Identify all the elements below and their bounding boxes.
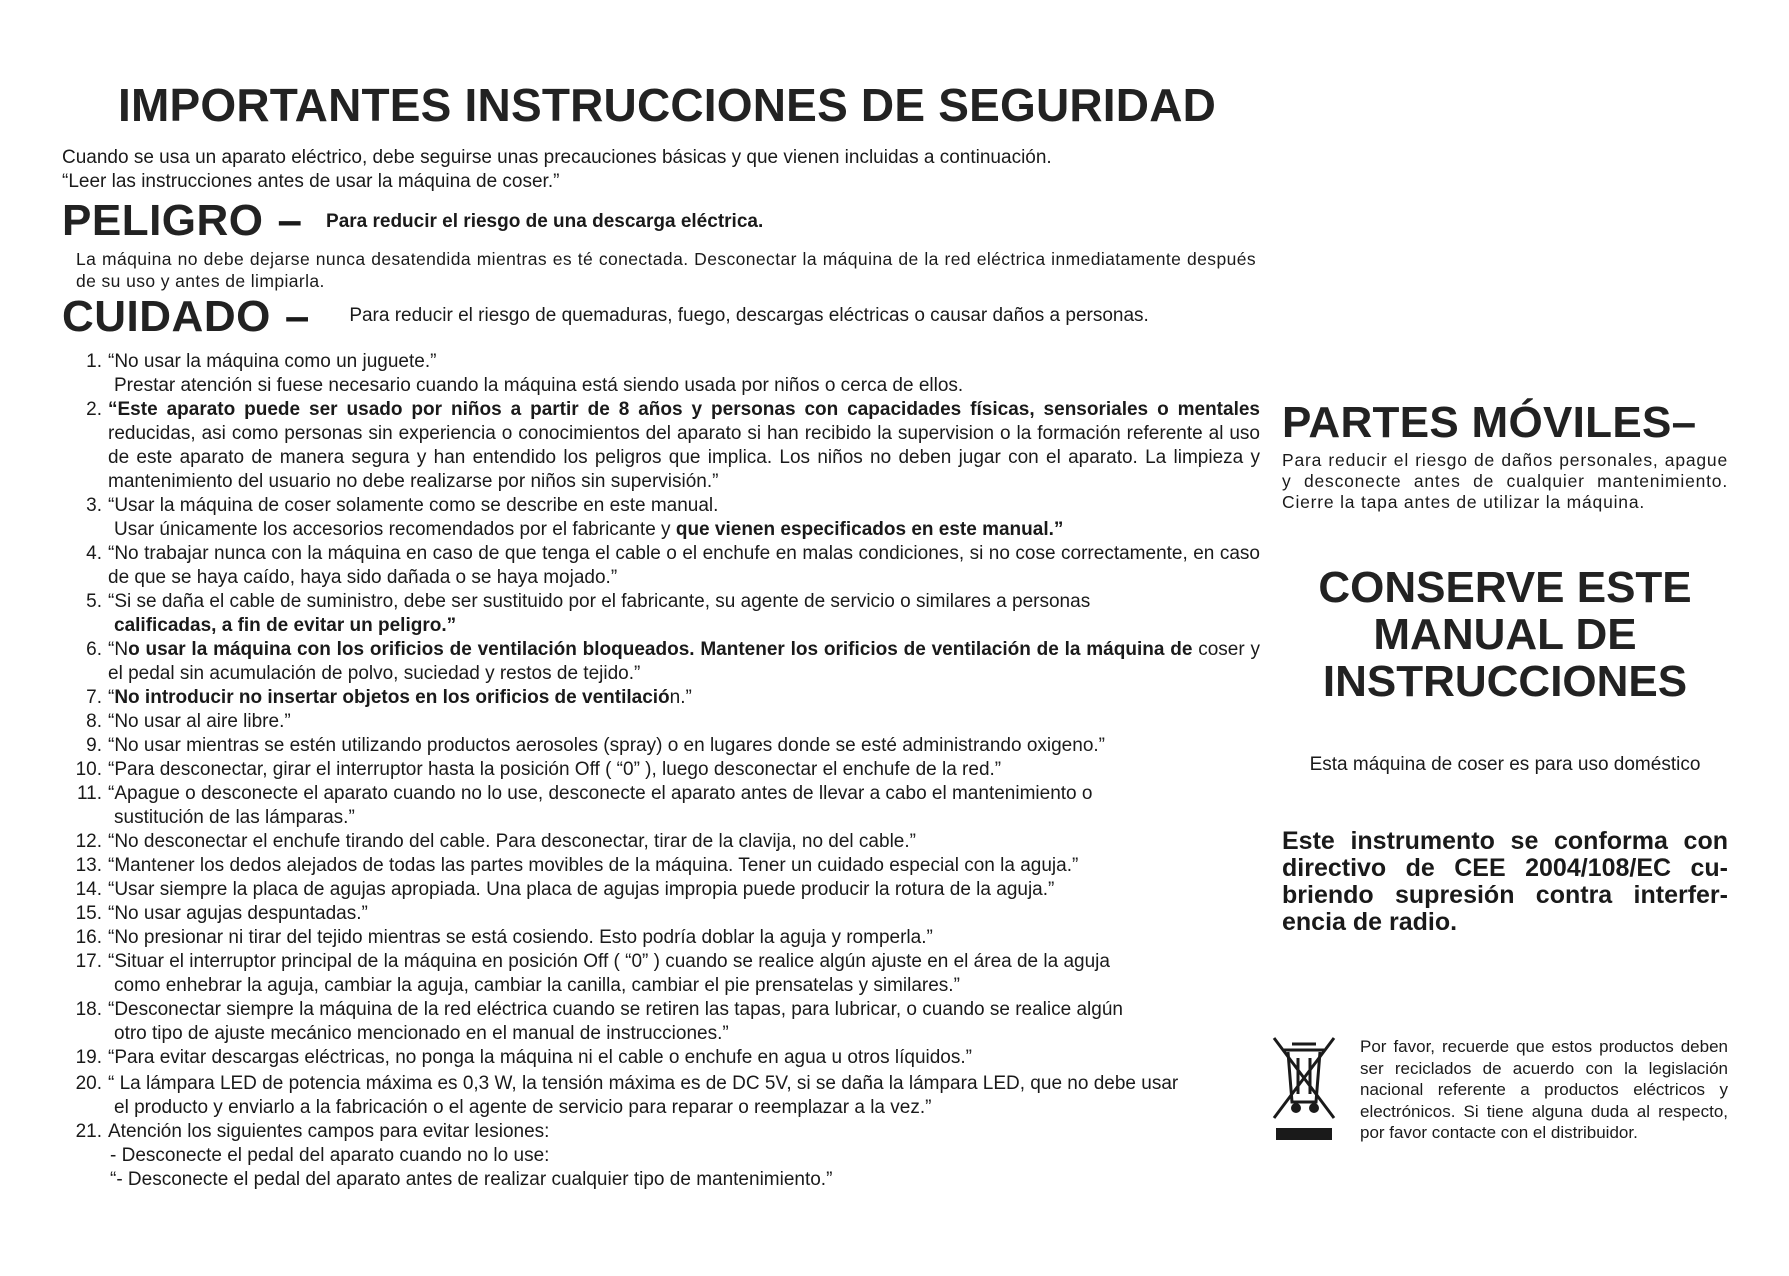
- rule-number: 9.: [86, 735, 102, 756]
- rule-line: “Usar la máquina de coser solamente como se describe en este manual.: [108, 495, 719, 516]
- moving-parts-dash: –: [1671, 398, 1697, 447]
- keep-manual-line: MANUAL DE: [1373, 610, 1637, 659]
- rule-sub-item: - Desconecte el pedal del aparato cuando no lo use:: [110, 1145, 550, 1166]
- page-title: IMPORTANTES INSTRUCCIONES DE SEGURIDAD: [118, 79, 1217, 131]
- list-item: [60, 782, 1260, 830]
- rule-number: 4.: [86, 543, 102, 564]
- rule-number: 21.: [75, 1121, 102, 1142]
- rule-number: 11.: [76, 783, 102, 804]
- safety-rules-list: [60, 350, 1260, 1192]
- danger-body: La máquina no debe dejarse nunca desatendida mientras es té conectada. Desconectar la máquina de la red eléctrica inmediatamente después de su uso y antes de limpiarla.: [76, 249, 1256, 291]
- rule-line: “Si se daña el cable de suministro, debe ser sustituido por el fabricante, su agente de servicio o similares a personas: [108, 591, 1091, 612]
- rule-continuation: Prestar atención si fuese necesario cuando la máquina está siendo usada por niños o cerca de ellos.: [114, 375, 964, 396]
- list-item: [60, 494, 1260, 542]
- rule-text: [108, 398, 1260, 494]
- caution-dash: –: [284, 292, 310, 341]
- rule-text: [108, 1120, 1260, 1192]
- caution-subtitle: Para reducir el riesgo de quemaduras, fuego, descargas eléctricas o causar daños a personas.: [349, 305, 1149, 326]
- moving-parts-body: Para reducir el riesgo de daños personales, apague y desconecte antes de cualquier mantenimiento. Cierre la tapa antes de utilizar la máquina.: [1282, 450, 1728, 512]
- rule-text: [108, 590, 1260, 638]
- rule-text: “Mantener los dedos alejados de todas las partes movibles de la máquina. Tener un cuidado especial con la aguja.”: [108, 855, 1079, 876]
- rule-text: [108, 1072, 1260, 1120]
- rule-line: reducidas, asi como personas sin experiencia o conocimientos del aparato si han recibido la supervision o la formación referente al uso de este aparato de manera segura y han entendido los peligros que implica. Los niños no deben jugar con el aparato. La limpieza y mantenimiento del usuario no debe realizarse por niños sin supervisión.”: [108, 423, 1260, 492]
- list-item: [60, 878, 1260, 902]
- rule-continuation: el producto y enviarlo a la fabricación o el agente de servicio para reparar o reemplazar a la vez.”: [114, 1097, 932, 1118]
- rule-text: “No usar agujas despuntadas.”: [108, 903, 368, 924]
- rule-line: “No usar la máquina como un juguete.”: [108, 351, 437, 372]
- moving-parts-heading: [1282, 398, 1728, 448]
- rule-continuation: Usar únicamente los accesorios recomendados por el fabricante y: [114, 519, 676, 540]
- danger-title: PELIGRO: [62, 196, 264, 245]
- rule-text: “No desconectar el enchufe tirando del cable. Para desconectar, tirar de la clavija, no del cable.”: [108, 831, 916, 852]
- rule-number: 15.: [75, 903, 102, 924]
- rule-continuation: otro tipo de ajuste mecánico mencionado en el manual de instrucciones.”: [114, 1023, 729, 1044]
- intro-line: Cuando se usa un aparato eléctrico, debe seguirse unas precauciones básicas y que vienen incluidas a continuación.: [62, 147, 1052, 168]
- rule-text: [108, 638, 1260, 686]
- rule-text: [108, 350, 1260, 398]
- domestic-use-note: Esta máquina de coser es para uso doméstico: [1309, 754, 1701, 775]
- rule-number: 20.: [75, 1073, 102, 1094]
- rule-number: 7.: [86, 687, 102, 708]
- rule-sub-item: “- Desconecte el pedal del aparato antes de realizar cualquier tipo de mantenimiento.”: [110, 1169, 833, 1190]
- rule-text: “Para desconectar, girar el interruptor hasta la posición Off ( “0” ), luego desconectar el enchufe de la red.”: [108, 759, 1002, 780]
- keep-manual-line: INSTRUCCIONES: [1322, 657, 1688, 706]
- list-item: [60, 638, 1260, 686]
- rule-text: [108, 998, 1260, 1046]
- rule-text: “No trabajar nunca con la máquina en caso de que tenga el cable o el enchufe en malas condiciones, si no cose correctamente, en caso de que se haya caído, haya sido dañada o se haya mojado.”: [108, 543, 1260, 588]
- rule-line: “N: [108, 639, 129, 660]
- rule-text: “Usar siempre la placa de agujas apropiada. Una placa de agujas impropia puede producir la rotura de la aguja.”: [108, 879, 1055, 900]
- rule-line: “Situar el interruptor principal de la máquina en posición Off ( “0” ) cuando se realice algún ajuste en el área de la aguja: [108, 951, 1110, 972]
- rule-text: [108, 494, 1260, 542]
- rule-line: “Desconectar siempre la máquina de la red eléctrica cuando se retiren las tapas, para lubricar, o cuando se realice algún: [108, 999, 1123, 1020]
- rule-bold: calificadas, a fin de evitar un peligro.”: [114, 615, 457, 636]
- rule-number: 6.: [86, 639, 102, 660]
- rule-line: n.”: [669, 687, 692, 708]
- rule-number: 1.: [86, 351, 102, 372]
- list-item: [60, 734, 1260, 758]
- list-item: [60, 902, 1260, 926]
- rule-text: “No usar al aire libre.”: [108, 711, 291, 732]
- rule-number: 14.: [75, 879, 102, 900]
- danger-dash: –: [277, 196, 303, 245]
- list-item: [60, 398, 1260, 494]
- list-item: [60, 350, 1260, 398]
- rule-number: 5.: [86, 591, 102, 612]
- moving-parts-title: PARTES MÓVILES: [1282, 398, 1672, 447]
- caution-heading: [62, 292, 1149, 342]
- danger-heading: [62, 196, 763, 246]
- list-item: [60, 710, 1260, 734]
- intro-line: “Leer las instrucciones antes de usar la máquina de coser.”: [62, 171, 560, 192]
- moving-parts-section: [1282, 398, 1728, 513]
- list-item: [60, 854, 1260, 878]
- list-item: [60, 830, 1260, 854]
- keep-manual-heading: [1282, 564, 1728, 705]
- rule-line: “: [108, 687, 115, 708]
- rule-text: “Para evitar descargas eléctricas, no ponga la máquina ni el cable o enchufe en agua u otros líquidos.”: [108, 1047, 972, 1068]
- rule-number: 18.: [75, 999, 102, 1020]
- list-item: [60, 926, 1260, 950]
- rule-line: Atención los siguientes campos para evitar lesiones:: [108, 1121, 550, 1142]
- rule-bold: “Este aparato puede ser usado por niños a partir de 8 años y personas con capacidades físicas, sensoriales o mentales: [108, 399, 1260, 420]
- conformity-statement: Este instrumento se conforma con directivo de CEE 2004/108/EC cu-briendo supresión contra interfer-encia de radio.: [1282, 827, 1728, 936]
- keep-manual-line: CONSERVE ESTE: [1318, 563, 1692, 612]
- weee-crossed-bin-icon: [1270, 1036, 1338, 1144]
- rule-number: 19.: [75, 1047, 102, 1068]
- rule-number: 10.: [75, 759, 102, 780]
- rule-number: 13.: [75, 855, 102, 876]
- rule-number: 3.: [86, 495, 102, 516]
- rule-line: “Apague o desconecte el aparato cuando no lo use, desconecte el aparato antes de llevar a cabo el mantenimiento o: [108, 783, 1093, 804]
- rule-number: 17.: [75, 951, 102, 972]
- intro-text: [62, 146, 1282, 194]
- list-item: [60, 1072, 1260, 1120]
- caution-title: CUIDADO: [62, 292, 271, 341]
- rule-text: [108, 950, 1260, 998]
- rule-continuation: como enhebrar la aguja, cambiar la aguja, cambiar la canilla, cambiar el pie prensatelas y similares.”: [114, 975, 960, 996]
- list-item: [60, 686, 1260, 710]
- rule-text: [108, 686, 1260, 710]
- rule-text: [108, 782, 1260, 830]
- list-item: [60, 1120, 1260, 1192]
- list-item: [60, 950, 1260, 998]
- rule-number: 8.: [86, 711, 102, 732]
- list-item: [60, 998, 1260, 1046]
- rule-continuation: sustitución de las lámparas.”: [114, 807, 355, 828]
- rule-line: coser y el pedal sin acumulación de polvo, suciedad y restos de tejido.”: [108, 639, 1260, 684]
- list-item: [60, 590, 1260, 638]
- recycling-note: Por favor, recuerde que estos productos deben ser reciclados de acuerdo con la legislación nacional referente a productos eléctricos y electrónicos. Si tiene alguna duda al respecto, por favor contacte con el distribuidor.: [1360, 1037, 1728, 1142]
- rule-line: “ La lámpara LED de potencia máxima es 0,3 W, la tensión máxima es de DC 5V, si se daña la lámpara LED, que no debe usar: [108, 1073, 1179, 1094]
- rule-number: 16.: [75, 927, 102, 948]
- rule-bold: o usar la máquina con los orificios de ventilación bloqueados. Mantener los orificios de ventilación de la máquina de: [128, 639, 1193, 660]
- list-item: [60, 542, 1260, 590]
- danger-subtitle: Para reducir el riesgo de una descarga eléctrica.: [326, 211, 764, 232]
- list-item: [60, 758, 1260, 782]
- rule-number: 12.: [75, 831, 102, 852]
- rule-text: “No usar mientras se estén utilizando productos aerosoles (spray) o en lugares donde se esté administrando oxigeno.”: [108, 735, 1105, 756]
- rule-text: “No presionar ni tirar del tejido mientras se está cosiendo. Esto podría doblar la aguja y romperla.”: [108, 927, 933, 948]
- rule-number: 2.: [86, 399, 102, 420]
- rule-bold: No introducir no insertar objetos en los orificios de ventilació: [114, 687, 670, 708]
- rule-bold: que vienen especificados en este manual.”: [675, 519, 1064, 540]
- list-item: [60, 1046, 1260, 1070]
